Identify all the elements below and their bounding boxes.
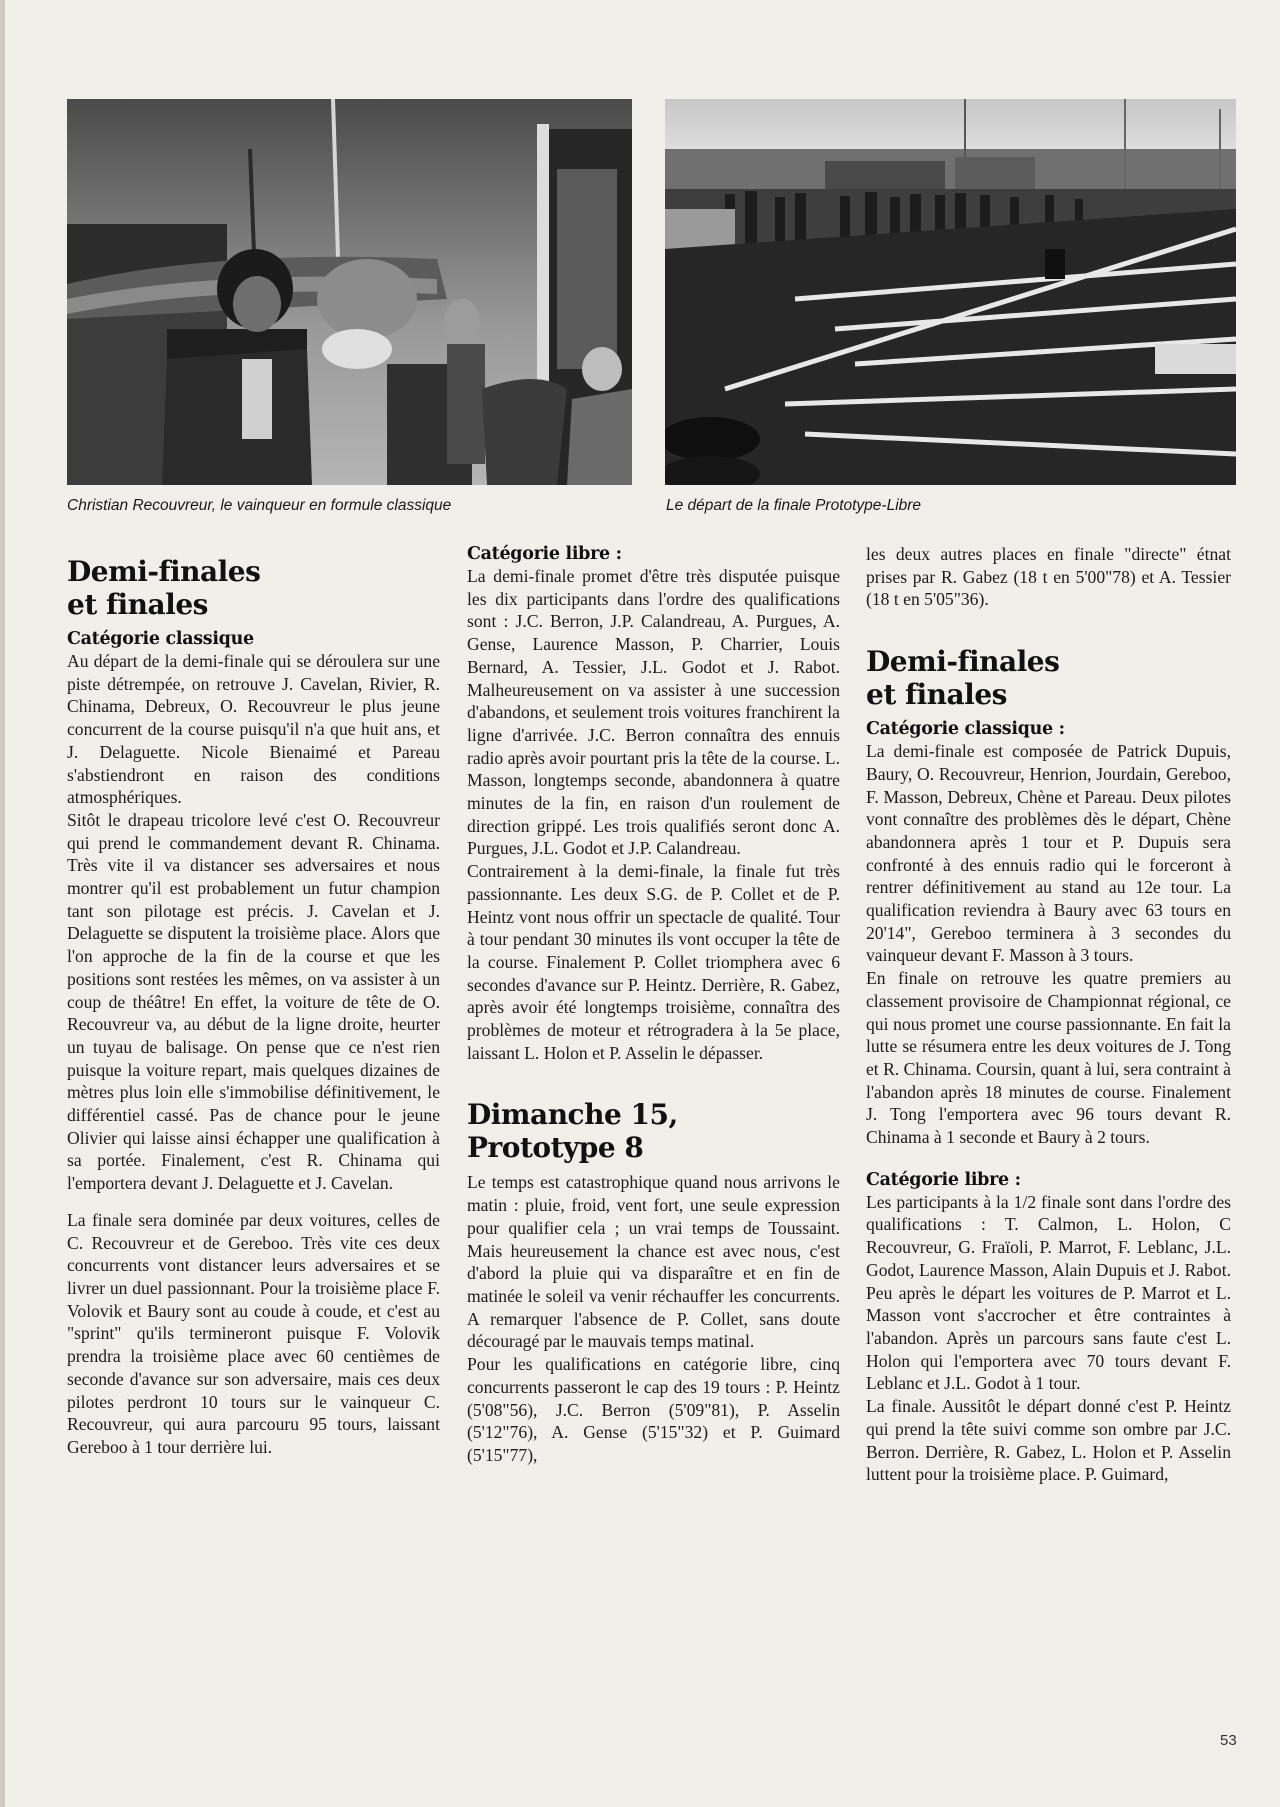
subheading-classique: Catégorie classique xyxy=(67,629,254,649)
paragraph: En finale on retrouve les quatre premiers au classement provisoire de Championnat régional, ce qui nous promet une course passionnante. En fait la lutte se résumera entre les deux voitures de J. Tong et R. Chinama. Coursin, quant à lui, sera contraint à l'abandon après 18 minutes de course. Finalement J. Tong l'emportera avec 96 tours devant R. Chinama à 1 seconde et Baury à 2 tours. xyxy=(866,968,1231,1148)
photo-caption-right: Le départ de la finale Prototype-Libre xyxy=(666,497,922,514)
paragraph: Contrairement à la demi-finale, la finale fut très passionnante. Les deux S.G. de P. Collet et de P. Heintz vont nous offrir un spectacle de qualité. Tour à tour pendant 30 minutes ils vont occuper la tête de la course. Finalement P. Collet triomphera avec 6 secondes d'avance sur P. Heintz. Derrière, R. Gabez, après avoir été longtemps troisième, connaîtra des problèmes de moteur et rétrogradera à la 5e place, laissant L. Holon et P. Asselin le dépasser. xyxy=(467,861,840,1063)
article-column-3 xyxy=(866,543,1231,1486)
paragraph: La finale. Aussitôt le départ donné c'est P. Heintz qui prend la tête suivi comme son ombre par J.C. Berron. Derrière, R. Gabez, L. Holon et P. Asselin luttent pour la troisième place. P. Guimard, xyxy=(866,1396,1231,1485)
photo-winner-trophy xyxy=(67,99,632,485)
section-heading xyxy=(866,645,1231,711)
article-column-1 xyxy=(67,555,440,1459)
heading-line-2: et finales xyxy=(67,588,208,621)
section-heading xyxy=(467,1098,840,1164)
heading-line-2: et finales xyxy=(866,678,1007,712)
paragraph: Le temps est catastrophique quand nous arrivons le matin : pluie, froid, vent fort, une seule expression pour qualifier cela ; un vrai temps de Toussaint. Mais heureusement la chance est avec nous, c'est d'abord la pluie qui va disparaître et en fin de matinée le soleil va venir réchauffer les concurrents. A remarquer l'absence de P. Collet, sans doute découragé par le mauvais temps matinal. xyxy=(467,1172,840,1352)
heading-line-1: Dimanche 15, xyxy=(467,1098,678,1132)
paragraph: La demi-finale est composée de Patrick Dupuis, Baury, O. Recouvreur, Henrion, Jourdain, Gereboo, F. Masson, Debreux, Chène et Pareau. Deux pilotes vont connaître des problèmes dès le départ, Chène abandonnera après 1 tour et P. Dupuis sera confronté à des ennuis radio qui le forceront à rentrer définitivement au stand au 12e tour. La qualification reviendra à Baury avec 63 tours en 20'14", Gereboo terminera à 3 secondes du vainqueur devant F. Masson à 3 tours. xyxy=(866,741,1231,966)
subheading-libre: Catégorie libre : xyxy=(467,544,622,564)
paragraph: Pour les qualifications en catégorie libre, cinq concurrents passeront le cap des 19 tours : P. Heintz (5'08"56), J.C. Berron (5'09"81), P. Asselin (5'12"76), A. Gense (5'15"32) et P. Guimard (5'15"77), xyxy=(467,1354,840,1465)
article-column-2 xyxy=(467,543,840,1467)
paragraph: les deux autres places en finale "directe" étnat prises par R. Gabez (18 t en 5'00"78) et A. Tessier (18 t en 5'05"36). xyxy=(866,544,1231,610)
photo-caption-left: Christian Recouvreur, le vainqueur en formule classique xyxy=(67,497,452,514)
subheading-classique: Catégorie classique : xyxy=(866,719,1065,740)
page-number: 53 xyxy=(1220,1732,1237,1749)
section-heading xyxy=(67,555,440,621)
page-edge xyxy=(0,0,5,1807)
subheading-libre: Catégorie libre : xyxy=(866,1169,1021,1190)
heading-line-1: Demi-finales xyxy=(866,645,1060,679)
paragraph: La finale sera dominée par deux voitures, celles de C. Recouvreur et de Gereboo. Très vite ces deux concurrents vont distancer leurs adversaires et se livrer un duel passionnant. Pour la troisième place F. Volovik et Baury sont au coude à coude, et c'est au "sprint" qu'ils termineront puisque F. Volovik prendra la troisième place avec 60 centièmes de seconde d'avance sur son adversaire, mais ces deux pilotes perdront 10 tours sur le vainqueur C. Recouvreur, qui aura parcouru 95 tours, laissant Gereboo à 1 tour derrière lui. xyxy=(67,1209,440,1457)
heading-line-2: Prototype 8 xyxy=(467,1131,644,1165)
paragraph: Les participants à la 1/2 finale sont dans l'ordre des qualifications : T. Calmon, L. Holon, C Recouvreur, G. Fraïoli, P. Marrot, F. Leblanc, J.L. Godot, Laurence Masson, Alain Dupuis et J. Rabot. Peu après le départ les voitures de P. Marrot et L. Masson vont s'accrocher et être contraintes à l'abandon. Après un parcours sans faute c'est L. Holon qui l'emportera avec 70 tours devant F. Leblanc et J.L. Godot à 1 tour. xyxy=(866,1191,1231,1394)
heading-line-1: Demi-finales xyxy=(67,555,261,588)
paragraph: Sitôt le drapeau tricolore levé c'est O. Recouvreur qui prend le commandement devant R. Chinama. Très vite il va distancer ses adversaires et nous montrer qu'il est probablement un futur champion tant son pilotage est précis. J. Cavelan et J. Delaguette se disputent la troisième place. Alors que l'on approche de la fin de la course et que les positions sont restées les mêmes, on va assister à un coup de théâtre! En effet, la voiture de tête de O. Recouvreur va, au début de la ligne droite, heurter un tuyau de balisage. On pense que ce n'est rien puisque la voiture repart, mais quelques dizaines de mètres plus loin elle s'immobilise définitivement, le différentiel cassé. Pas de chance pour le jeune Olivier qui laisse ainsi échapper une qualification à sa portée. Finalement, c'est R. Chinama qui l'emportera devant J. Delaguette et J. Cavelan. xyxy=(67,809,440,1194)
paragraph: Au départ de la demi-finale qui se déroulera sur une piste détrempée, on retrouve J. Cavelan, Rivier, R. Chinama, Debreux, O. Recouvreur le plus jeune concurrent de la course puisqu'il n'a que huit ans, et J. Delaguette. Nicole Bienaimé et Pareau s'abstiendront en raison des conditions atmosphériques. xyxy=(67,651,440,808)
photo-race-start xyxy=(665,99,1236,485)
paragraph: La demi-finale promet d'être très disputée puisque les dix participants dans l'ordre des qualifications sont : J.C. Berron, J.P. Calandreau, A. Purgues, A. Gense, Laurence Masson, P. Charrier, Louis Bernard, A. Tessier, J.L. Godot et J. Rabot. Malheureusement on va assister à une succession d'abandons, et seulement trois voitures franchirent la ligne d'arrivée. J.C. Berron connaîtra des ennuis radio après avoir pourtant pris la tête de la course. L. Masson, longtemps seconde, abandonnera à quatre minutes de la fin, en raison d'un roulement de direction grippé. Les trois qualifiés seront donc A. Purgues, J.L. Godot et J.P. Calandreau. xyxy=(467,566,840,859)
